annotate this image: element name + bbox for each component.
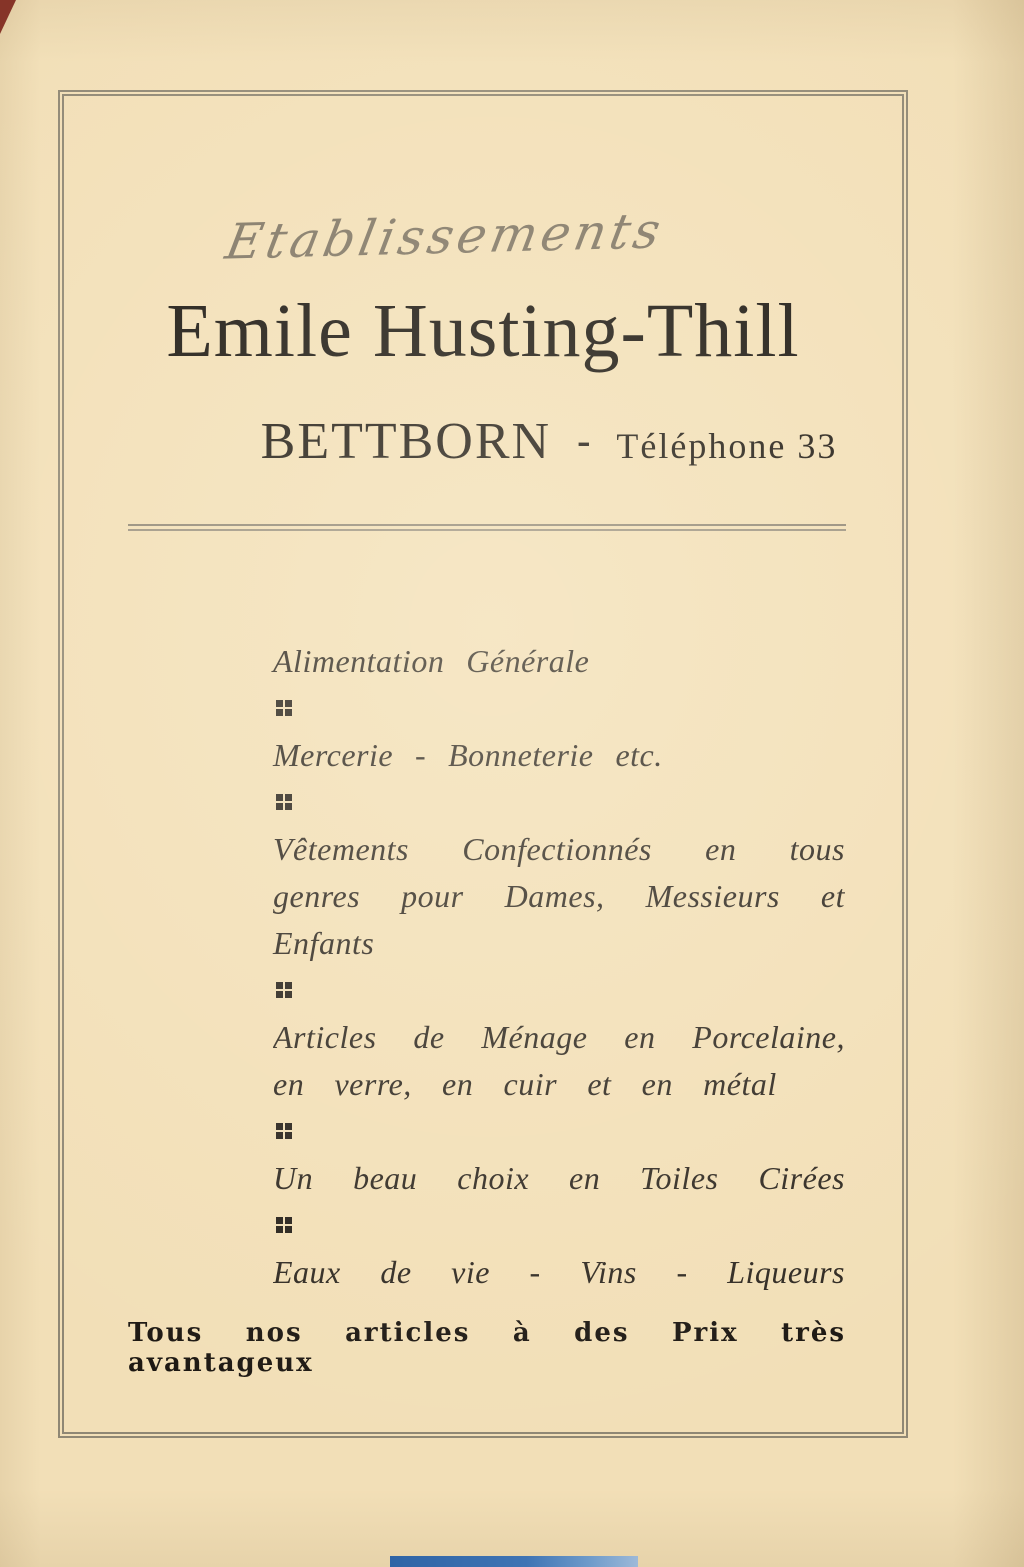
service-item-menage-line2: en verre, en cuir et en métal [273,1066,777,1102]
service-item-eaux-de-vie: Eaux de vie - Vins - Liqueurs [273,1254,845,1290]
service-item-menage-line1: Articles de Ménage en Porcelaine, [273,1019,845,1055]
service-item-mercerie: Mercerie - Bonneterie etc. [273,737,663,773]
phone-label: Téléphone 33 [616,426,838,466]
square-bullet-icon [276,700,292,716]
square-bullet-icon [276,1217,292,1233]
service-item-alimentation: Alimentation Générale [273,643,590,679]
services-list [273,638,845,1296]
scan-bottom-strip-artifact [390,1556,638,1567]
service-item-vetements-line3: Enfants [273,925,375,961]
city-name: BETTBORN [260,413,552,470]
square-bullet-icon [276,982,292,998]
double-rule-divider [128,524,846,531]
separator-dash: - [577,418,591,463]
square-bullet-icon [276,1123,292,1139]
service-item-vetements-line2: genres pour Dames, Messieurs et [273,878,845,914]
border-frame [58,90,908,1438]
service-item-vetements-line1: Vêtements Confectionnés en tous [273,831,845,867]
scan-corner-artifact [0,0,16,34]
city-phone-line [130,412,968,471]
square-bullet-icon [276,794,292,810]
script-heading: Etablissements [221,202,669,271]
service-item-toiles: Un beau choix en Toiles Cirées [273,1160,845,1196]
company-name: Emile Husting-Thill [166,289,800,373]
slogan-line: Tous nos articles à des Prix très avantageux [128,1318,846,1378]
